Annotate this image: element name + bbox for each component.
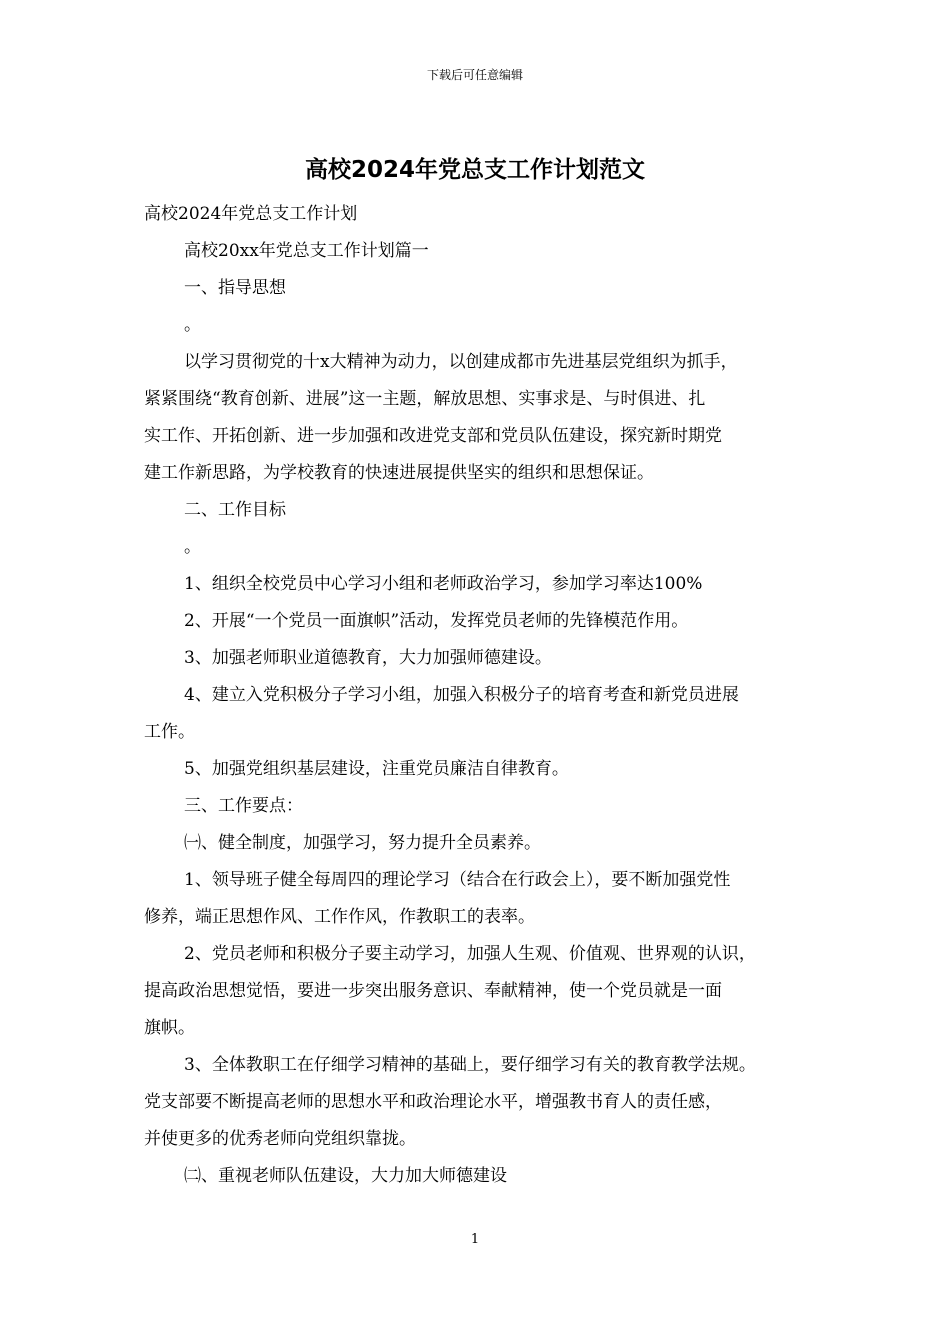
text-line: 工作。 [144, 722, 195, 742]
text-line: 以学习贯彻党的十x大精神为动力，以创建成都市先进基层党组织为抓手， [184, 352, 738, 372]
text-line: 5、加强党组织基层建设，注重党员廉洁自律教育。 [184, 759, 569, 779]
text-line: 党支部要不断提高老师的思想水平和政治理论水平，增强教书育人的责任感， [144, 1092, 722, 1112]
text-line: 高校20xx年党总支工作计划篇一 [184, 241, 429, 261]
text-line: 提高政治思想觉悟，要进一步突出服务意识、奉献精神，使一个党员就是一面 [144, 981, 722, 1001]
text-line: 修养，端正思想作风、工作作风，作教职工的表率。 [144, 907, 535, 927]
text-line: ㈠、健全制度，加强学习，努力提升全员素养。 [184, 833, 541, 853]
document-body [144, 196, 824, 1195]
text-line: 4、建立入党积极分子学习小组，加强入积极分子的培育考查和新党员进展 [184, 685, 739, 705]
text-line: 2、开展“一个党员一面旗帜”活动，发挥党员老师的先锋模范作用。 [184, 611, 689, 631]
text-line: 紧紧围绕“教育创新、进展”这一主题，解放思想、实事求是、与时俱进、扎 [144, 389, 706, 409]
text-line: 3、加强老师职业道德教育，大力加强师德建设。 [184, 648, 552, 668]
text-line: 二、工作目标 [184, 500, 286, 520]
text-line: 2、党员老师和积极分子要主动学习，加强人生观、价值观、世界观的认识， [184, 944, 756, 964]
text-line: 实工作、开拓创新、进一步加强和改进党支部和党员队伍建设，探究新时期党 [144, 426, 722, 446]
text-line: 并使更多的优秀老师向党组织靠拢。 [144, 1129, 416, 1149]
text-line: 三、工作要点： [184, 796, 303, 816]
text-line: 一、指导思想 [184, 278, 286, 298]
text-line: 。 [184, 315, 201, 335]
document-title: 高校2024年党总支工作计划范文 [304, 157, 645, 183]
text-line: 1、组织全校党员中心学习小组和老师政治学习，参加学习率达100% [184, 574, 703, 594]
text-line: 1、领导班子健全每周四的理论学习（结合在行政会上），要不断加强党性 [184, 870, 731, 890]
text-line: 建工作新思路，为学校教育的快速进展提供坚实的组织和思想保证。 [144, 463, 654, 483]
header-note: 下载后可任意编辑 [426, 68, 523, 82]
page-number: 1 [470, 1232, 480, 1247]
text-line: 高校2024年党总支工作计划 [144, 204, 358, 224]
text-line: 旗帜。 [144, 1018, 195, 1038]
text-line: 。 [184, 537, 201, 557]
text-line: ㈡、重视老师队伍建设，大力加大师德建设 [184, 1166, 507, 1186]
text-line: 3、全体教职工在仔细学习精神的基础上，要仔细学习有关的教育教学法规。 [184, 1055, 756, 1075]
